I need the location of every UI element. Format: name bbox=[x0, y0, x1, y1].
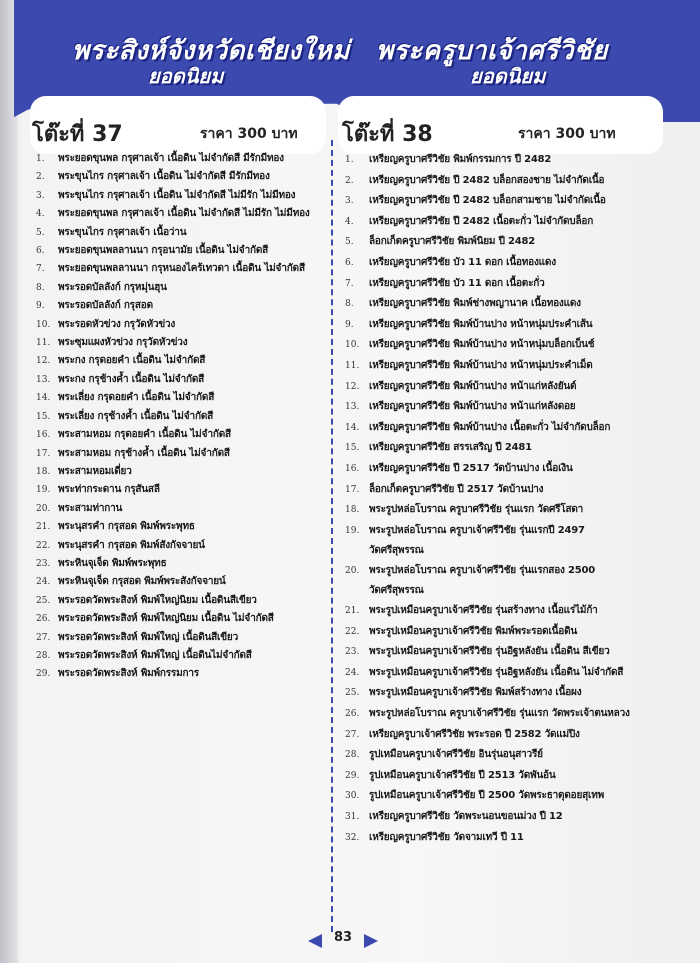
item-number: 7. bbox=[345, 278, 354, 289]
item-text: พระรอดวัดพระสิงห์ พิมพ์ใหญ่นิยม เนื้อดิน ไม่จำกัดสี bbox=[58, 613, 274, 625]
item-text: เหรียญครูบาศรีวิชัย ปี 2517 วัดบ้านปาง เนื้อเงิน bbox=[369, 462, 573, 474]
list-item bbox=[345, 642, 675, 663]
column-divider bbox=[331, 140, 333, 932]
list-item bbox=[345, 704, 675, 725]
list-item bbox=[345, 294, 675, 315]
item-text: พระยอดขุนพล กรุศาลเจ้า เนื้อดิน ไม่จำกัดสี ไม่มีรัก ไม่มีทอง bbox=[58, 208, 310, 220]
list-item bbox=[345, 500, 675, 521]
item-text: พระรอดวัดพระสิงห์ พิมพ์ใหญ่ เนื้อดินสีเขียว bbox=[58, 631, 238, 643]
item-number: 11. bbox=[345, 360, 360, 371]
list-item bbox=[345, 274, 675, 295]
item-text: เหรียญครูบาศรีวิชัย พิมพ์บ้านปาง หน้าหนุ่มประคำเส้น bbox=[369, 318, 593, 330]
list-item bbox=[36, 665, 328, 683]
item-number: 10. bbox=[36, 319, 51, 330]
item-number: 11. bbox=[36, 338, 51, 349]
item-text: พระรอดวัดพระสิงห์ พิมพ์ใหญ่ เนื้อดินไม่จำกัดสี bbox=[58, 649, 252, 661]
item-text: เหรียญครูบาศรีวิชัย พิมพ์บ้านปาง หน้าหนุ่มบล็อกเบ็นช์ bbox=[369, 339, 595, 351]
item-text: เหรียญครูบาศรีวิชัย พิมพ์บ้านปาง เนื้อตะกั่ว ไม่จำกัดบล็อก bbox=[369, 421, 611, 433]
right-subtitle: ยอดนิยม bbox=[470, 64, 546, 88]
item-number: 9. bbox=[345, 319, 354, 330]
list-item bbox=[36, 297, 328, 315]
list-item bbox=[345, 828, 675, 849]
list-item bbox=[345, 171, 675, 192]
item-number: 14. bbox=[345, 422, 360, 433]
list-item bbox=[36, 408, 328, 426]
list-item bbox=[36, 205, 328, 223]
list-item bbox=[36, 242, 328, 260]
item-text: รูปเหมือนครูบาเจ้าศรีวิชัย อินรุ่นอนุสาวรีย์ bbox=[369, 749, 543, 761]
item-text: พระรูปหล่อโบราณ ครูบาเจ้าศรีวิชัย รุ่นแรกสอง 2500 bbox=[369, 564, 596, 576]
item-number: 16. bbox=[36, 430, 51, 441]
item-number: 24. bbox=[36, 577, 51, 588]
item-number: 22. bbox=[345, 626, 360, 637]
list-item bbox=[36, 224, 328, 242]
item-text: พระหินจุเจ็ด พิมพ์พระพุทธ bbox=[58, 557, 167, 569]
item-number: 32. bbox=[345, 832, 360, 843]
item-text: เหรียญครูบาศรีวิชัย พิมพ์บ้านปาง หน้าหนุ่มประคำเม็ด bbox=[369, 359, 593, 371]
list-item-continuation bbox=[345, 581, 675, 601]
list-item bbox=[36, 187, 328, 205]
list-item bbox=[345, 480, 675, 501]
right-title: พระครูบาเจ้าศรีวิชัย bbox=[376, 36, 608, 66]
left-subtitle: ยอดนิยม bbox=[148, 64, 224, 88]
list-item bbox=[36, 316, 328, 334]
right-price: ราคา 300 บาท bbox=[518, 126, 616, 142]
list-item bbox=[345, 335, 675, 356]
item-number: 19. bbox=[345, 525, 360, 536]
list-item bbox=[345, 438, 675, 459]
list-item bbox=[36, 352, 328, 370]
item-text: พระรอดหัวข่วง กรุวัดหัวข่วง bbox=[58, 318, 176, 330]
list-item bbox=[345, 315, 675, 336]
list-item bbox=[36, 647, 328, 665]
list-item bbox=[36, 555, 328, 573]
item-number: 29. bbox=[36, 669, 51, 680]
item-text: พระรูปหล่อโบราณ ครูบาเจ้าศรีวิชัย รุ่นแรกปี 2497 bbox=[369, 524, 585, 536]
item-number: 21. bbox=[36, 522, 51, 533]
list-item bbox=[345, 683, 675, 704]
item-text: เหรียญครูบาศรีวิชัย บัว 11 ดอก เนื้อตะกั่ว bbox=[369, 277, 545, 289]
item-text: พระกง กรุดอยคำ เนื้อดิน ไม่จำกัดสี bbox=[58, 355, 206, 367]
item-text: พระสามหอมเดี่ยว bbox=[58, 465, 132, 477]
item-text: เหรียญครูบาศรีวิชัย พิมพ์กรรมการ ปี 2482 bbox=[369, 154, 552, 165]
item-text: พระรูปเหมือนครูบาเจ้าศรีวิชัย รุ่นอิฐหลังยัน เนื้อดิน สีเขียว bbox=[369, 646, 610, 658]
list-item bbox=[345, 561, 675, 582]
list-item bbox=[36, 481, 328, 499]
item-number: 12. bbox=[36, 356, 51, 367]
list-item bbox=[345, 356, 675, 377]
item-text: พระรูปเหมือนครูบาเจ้าศรีวิชัย รุ่นสร้างทาง เนื้อแร่ไม้ก้า bbox=[369, 605, 598, 617]
list-item bbox=[36, 334, 328, 352]
list-item bbox=[36, 279, 328, 297]
item-text: พระรอดบัลลังก์ กรุหมุ่นฮุน bbox=[58, 281, 167, 293]
arrow-right-icon bbox=[364, 934, 378, 948]
list-item bbox=[345, 212, 675, 233]
item-text: เหรียญครูบาศรีวิชัย พิมพ์บ้านปาง หน้าแก่หลังยันต์ bbox=[369, 380, 577, 392]
item-number: 18. bbox=[36, 466, 51, 477]
list-item bbox=[345, 418, 675, 439]
item-text: พระนุสรคำ กรุสอด พิมพ์สังกัจจายน์ bbox=[58, 539, 205, 551]
item-number: 26. bbox=[345, 709, 360, 720]
list-item bbox=[345, 601, 675, 622]
item-number: 4. bbox=[36, 209, 45, 220]
list-item bbox=[36, 426, 328, 444]
item-text: พระรอดวัดพระสิงห์ พิมพ์ใหญ่นิยม เนื้อดินสีเขียว bbox=[58, 594, 257, 606]
item-number: 30. bbox=[345, 791, 360, 802]
list-item bbox=[36, 445, 328, 463]
page-footer bbox=[300, 930, 390, 952]
list-item bbox=[345, 786, 675, 807]
item-number: 14. bbox=[36, 393, 51, 404]
item-text: พระรูปหล่อโบราณ ครูบาศรีวิชัย รุ่นแรก วัดศรีโสดา bbox=[369, 504, 584, 516]
item-text: ล็อกเก็ตครูบาศรีวิชัย พิมพ์นิยม ปี 2482 bbox=[369, 236, 536, 248]
item-number: 31. bbox=[345, 812, 360, 822]
item-number: 9. bbox=[36, 301, 45, 312]
item-text: พระขุนไกร กรุศาลเจ้า เนื้อดิน ไม่จำกัดสี มีรักมีทอง bbox=[58, 171, 270, 183]
list-item bbox=[36, 150, 328, 168]
item-text: พระกง กรุช้างค้ำ เนื้อดิน ไม่จำกัดสี bbox=[58, 373, 205, 385]
right-item-list bbox=[345, 150, 675, 848]
item-text: พระสามหอม กรุดอยคำ เนื้อดิน ไม่จำกัดสี bbox=[58, 429, 231, 441]
item-number: 1. bbox=[36, 154, 45, 164]
left-table-number: โต๊ะที่ 37 bbox=[32, 122, 123, 147]
item-text: รูปเหมือนครูบาเจ้าศรีวิชัย ปี 2513 วัดพันอ้น bbox=[369, 769, 556, 781]
list-item bbox=[345, 521, 675, 542]
list-item bbox=[36, 389, 328, 407]
item-text: พระยอดขุนพล กรุศาลเจ้า เนื้อดิน ไม่จำกัดสี มีรักมีทอง bbox=[58, 153, 284, 164]
item-number: 13. bbox=[36, 374, 51, 385]
list-item bbox=[36, 592, 328, 610]
item-number: 8. bbox=[36, 282, 45, 293]
item-text: พระท่ากระดาน กรุสันสลี bbox=[58, 484, 160, 496]
item-text: เหรียญครูบาศรีวิชัย ปี 2482 บล็อกสองชาย ไม่จำกัดเนื้อ bbox=[369, 174, 605, 186]
list-item bbox=[345, 725, 675, 746]
item-number: 12. bbox=[345, 381, 360, 392]
list-item bbox=[345, 766, 675, 787]
item-number: 20. bbox=[345, 565, 360, 576]
item-number: 7. bbox=[36, 264, 45, 275]
list-item bbox=[36, 260, 328, 278]
item-number: 23. bbox=[345, 647, 360, 658]
list-item bbox=[36, 168, 328, 186]
list-item bbox=[36, 463, 328, 481]
item-number: 15. bbox=[345, 443, 360, 454]
item-number: 27. bbox=[36, 632, 51, 643]
item-number: 18. bbox=[345, 505, 360, 516]
item-text: พระเลี่ยง กรุช้างค้ำ เนื้อดิน ไม่จำกัดสี bbox=[58, 410, 214, 422]
item-number: 4. bbox=[345, 216, 354, 227]
item-text: พระสามหอม กรุช้างค้ำ เนื้อดิน ไม่จำกัดสี bbox=[58, 447, 230, 459]
item-text: พระยอดขุนพลลานนา กรุอนามัย เนื้อดิน ไม่จำกัดสี bbox=[58, 245, 269, 257]
item-text: พระรอดบัลลังก์ กรุสอด bbox=[58, 300, 153, 312]
item-text: พระรูปเหมือนครูบาเจ้าศรีวิชัย รุ่นอิฐหลังยัน เนื้อดิน ไม่จำกัดสี bbox=[369, 666, 624, 678]
item-number: 26. bbox=[36, 614, 51, 625]
left-item-list bbox=[36, 150, 328, 684]
item-number: 5. bbox=[345, 237, 354, 248]
item-text: พระซุมแผงหัวข่วง กรุวัดหัวข่วง bbox=[58, 337, 188, 349]
item-text: เหรียญครูบาศรีวิชัย ปี 2482 เนื้อตะกั่ว ไม่จำกัดบล็อก bbox=[369, 215, 594, 227]
left-price: ราคา 300 บาท bbox=[200, 126, 298, 142]
item-number: 25. bbox=[36, 595, 51, 606]
item-text: รูปเหมือนครูบาเจ้าศรีวิชัย ปี 2500 วัดพระธาตุดอยสุเทพ bbox=[369, 790, 605, 802]
list-item bbox=[345, 377, 675, 398]
list-item bbox=[36, 500, 328, 518]
item-text: พระรอดวัดพระสิงห์ พิมพ์กรรมการ bbox=[58, 668, 199, 680]
page-number: 83 bbox=[334, 930, 353, 945]
item-text: เหรียญครูบาศรีวิชัย บัว 11 ดอก เนื้อทองแดง bbox=[369, 256, 556, 268]
item-number: 16. bbox=[345, 463, 360, 474]
item-number: 13. bbox=[345, 402, 360, 413]
item-number: 17. bbox=[36, 448, 51, 459]
list-item bbox=[345, 397, 675, 418]
list-item bbox=[345, 663, 675, 684]
item-number: 10. bbox=[345, 340, 360, 351]
item-text: เหรียญครูบาเจ้าศรีวิชัย พระรอด ปี 2582 วัดแม่ปิง bbox=[369, 728, 580, 740]
item-text-continued: วัดศรีสุพรรณ bbox=[369, 585, 424, 597]
item-text: เหรียญครูบาศรีวิชัย พิมพ์ช่างพญานาค เนื้อทองแดง bbox=[369, 298, 581, 310]
list-item bbox=[36, 371, 328, 389]
item-number: 20. bbox=[36, 503, 51, 514]
item-number: 2. bbox=[36, 172, 45, 183]
item-text: พระขุนไกร กรุศาลเจ้า เนื้อดิน ไม่จำกัดสี ไม่มีรัก ไม่มีทอง bbox=[58, 189, 296, 201]
list-item bbox=[345, 745, 675, 766]
list-item bbox=[345, 191, 675, 212]
item-text: พระหินจุเจ็ด กรุสอด พิมพ์พระสังกัจจายน์ bbox=[58, 576, 226, 588]
item-number: 29. bbox=[345, 770, 360, 781]
item-text: พระรูปหล่อโบราณ ครูบาเจ้าศรีวิชัย รุ่นแรก วัดพระเจ้าตนหลวง bbox=[369, 708, 630, 720]
item-number: 1. bbox=[345, 155, 354, 165]
item-text: พระสามท่ากาน bbox=[58, 502, 123, 514]
list-item bbox=[36, 610, 328, 628]
item-number: 21. bbox=[345, 606, 360, 617]
list-item bbox=[36, 537, 328, 555]
page-spine bbox=[0, 0, 18, 963]
item-text: พระนุสรคำ กรุสอด พิมพ์พระพุทธ bbox=[58, 521, 195, 533]
item-text: พระรูปเหมือนครูบาเจ้าศรีวิชัย พิมพ์พระรอดเนื้อดิน bbox=[369, 625, 578, 637]
item-text: เหรียญครูบาศรีวิชัย พิมพ์บ้านปาง หน้าแก่หลังดอย bbox=[369, 401, 576, 413]
item-number: 3. bbox=[345, 196, 354, 207]
list-item bbox=[345, 807, 675, 828]
list-item bbox=[345, 232, 675, 253]
item-text: พระขุนไกร กรุศาลเจ้า เนื้อว่าน bbox=[58, 226, 187, 238]
item-number: 15. bbox=[36, 411, 51, 422]
item-text: เหรียญครูบาศรีวิชัย วัดพระนอนขอนม่วง ปี 12 bbox=[369, 811, 563, 822]
item-number: 19. bbox=[36, 485, 51, 496]
left-title: พระสิงห์จังหวัดเชียงใหม่ bbox=[72, 36, 350, 66]
item-text: เหรียญครูบาศรีวิชัย วัดจามเทวี ปี 11 bbox=[369, 831, 524, 843]
item-text: เหรียญครูบาศรีวิชัย ปี 2482 บล็อกสามชาย ไม่จำกัดเนื้อ bbox=[369, 195, 606, 207]
item-number: 27. bbox=[345, 729, 360, 740]
item-number: 25. bbox=[345, 688, 360, 699]
item-text: พระรูปเหมือนครูบาเจ้าศรีวิชัย พิมพ์สร้างทาง เนื้อผง bbox=[369, 687, 582, 699]
item-text-continued: วัดศรีสุพรรณ bbox=[369, 545, 424, 557]
list-item bbox=[345, 253, 675, 274]
list-item bbox=[36, 573, 328, 591]
item-number: 17. bbox=[345, 484, 360, 495]
right-table-number: โต๊ะที่ 38 bbox=[342, 122, 433, 147]
item-number: 3. bbox=[36, 190, 45, 201]
item-number: 5. bbox=[36, 227, 45, 238]
item-number: 6. bbox=[36, 246, 45, 257]
item-number: 24. bbox=[345, 667, 360, 678]
list-item-continuation bbox=[345, 541, 675, 561]
list-item bbox=[345, 150, 675, 171]
item-number: 28. bbox=[345, 750, 360, 761]
list-item bbox=[345, 622, 675, 643]
list-item bbox=[345, 459, 675, 480]
item-text: พระเลี่ยง กรุดอยคำ เนื้อดิน ไม่จำกัดสี bbox=[58, 392, 215, 404]
item-text: พระยอดขุนพลลานนา กรุหนองไคร้เทวดา เนื้อดิน ไม่จำกัดสี bbox=[58, 263, 305, 275]
item-text: ล็อกเก็ตครูบาศรีวิชัย ปี 2517 วัดบ้านปาง bbox=[369, 483, 544, 495]
item-number: 22. bbox=[36, 540, 51, 551]
list-item bbox=[36, 629, 328, 647]
item-number: 23. bbox=[36, 558, 51, 569]
list-item bbox=[36, 518, 328, 536]
item-number: 8. bbox=[345, 299, 354, 310]
item-number: 6. bbox=[345, 257, 354, 268]
item-text: เหรียญครูบาศรีวิชัย สรรเสริญ ปี 2481 bbox=[369, 442, 532, 454]
arrow-left-icon bbox=[308, 934, 322, 948]
item-number: 28. bbox=[36, 650, 51, 661]
item-number: 2. bbox=[345, 175, 354, 186]
